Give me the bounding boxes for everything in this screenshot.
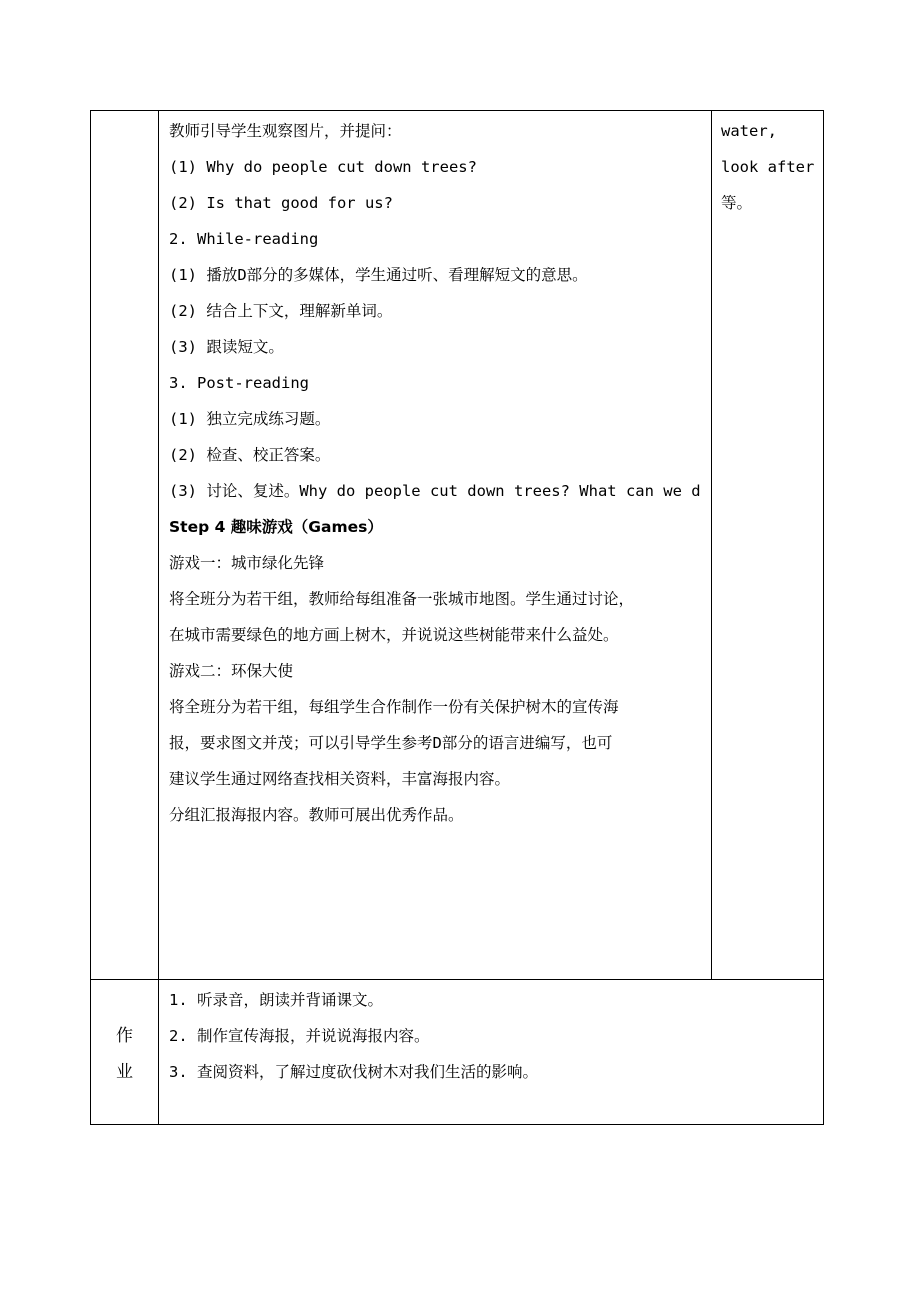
game2-line-1: 将全班分为若干组，每组学生合作制作一份有关保护树木的宣传海 bbox=[169, 698, 619, 716]
intro-question-line: 教师引导学生观察图片，并提问： bbox=[169, 122, 402, 140]
table-border-left bbox=[90, 110, 91, 1125]
while-reading-item-1: (1) 播放D部分的多媒体，学生通过听、看理解短文的意思。 bbox=[169, 266, 588, 284]
post-reading-item-3: (3) 讨论、复述。Why do people cut down trees? What can we d bbox=[169, 482, 701, 500]
game2-line-4: 分组汇报海报内容。教师可展出优秀作品。 bbox=[169, 806, 464, 824]
game1-title: 游戏一：城市绿化先锋 bbox=[169, 554, 325, 572]
question-2: (2) Is that good for us? bbox=[169, 194, 393, 212]
notes-line-3: 等。 bbox=[721, 194, 753, 212]
post-reading-heading: 3. Post-reading bbox=[169, 374, 309, 392]
game2-title: 游戏二：环保大使 bbox=[169, 662, 294, 680]
homework-label-char-2: 业 bbox=[116, 1062, 133, 1082]
while-reading-item-2: (2) 结合上下文，理解新单词。 bbox=[169, 302, 393, 320]
step4-heading: Step 4 趣味游戏（Games） bbox=[169, 518, 383, 536]
post-reading-item-2: (2) 检查、校正答案。 bbox=[169, 446, 331, 464]
game1-line-1: 将全班分为若干组，教师给每组准备一张城市地图。学生通过讨论， bbox=[169, 590, 635, 608]
table-border-bottom bbox=[90, 1124, 824, 1125]
while-reading-heading: 2. While-reading bbox=[169, 230, 319, 248]
homework-item-1: 1. 听录音，朗读并背诵课文。 bbox=[169, 991, 383, 1009]
table-border-right bbox=[823, 110, 824, 1125]
homework-cell bbox=[159, 980, 823, 1124]
homework-item-3: 3. 查阅资料，了解过度砍伐树木对我们生活的影响。 bbox=[169, 1063, 538, 1081]
notes-line-2: look after bbox=[721, 158, 815, 176]
notes-cell bbox=[712, 111, 823, 979]
game2-line-2: 报，要求图文并茂；可以引导学生参考D部分的语言进编写，也可 bbox=[169, 734, 613, 752]
post-reading-item-1: (1) 独立完成练习题。 bbox=[169, 410, 331, 428]
game2-line-3: 建议学生通过网络查找相关资料，丰富海报内容。 bbox=[169, 770, 511, 788]
homework-item-2: 2. 制作宣传海报，并说说海报内容。 bbox=[169, 1027, 430, 1045]
question-1: (1) Why do people cut down trees? bbox=[169, 158, 477, 176]
notes-line-1: water, bbox=[721, 122, 777, 140]
main-content-cell bbox=[159, 111, 711, 979]
game1-line-2: 在城市需要绿色的地方画上树木，并说说这些树能带来什么益处。 bbox=[169, 626, 619, 644]
homework-label-char-1: 作 bbox=[116, 1026, 133, 1046]
while-reading-item-3: (3) 跟读短文。 bbox=[169, 338, 284, 356]
